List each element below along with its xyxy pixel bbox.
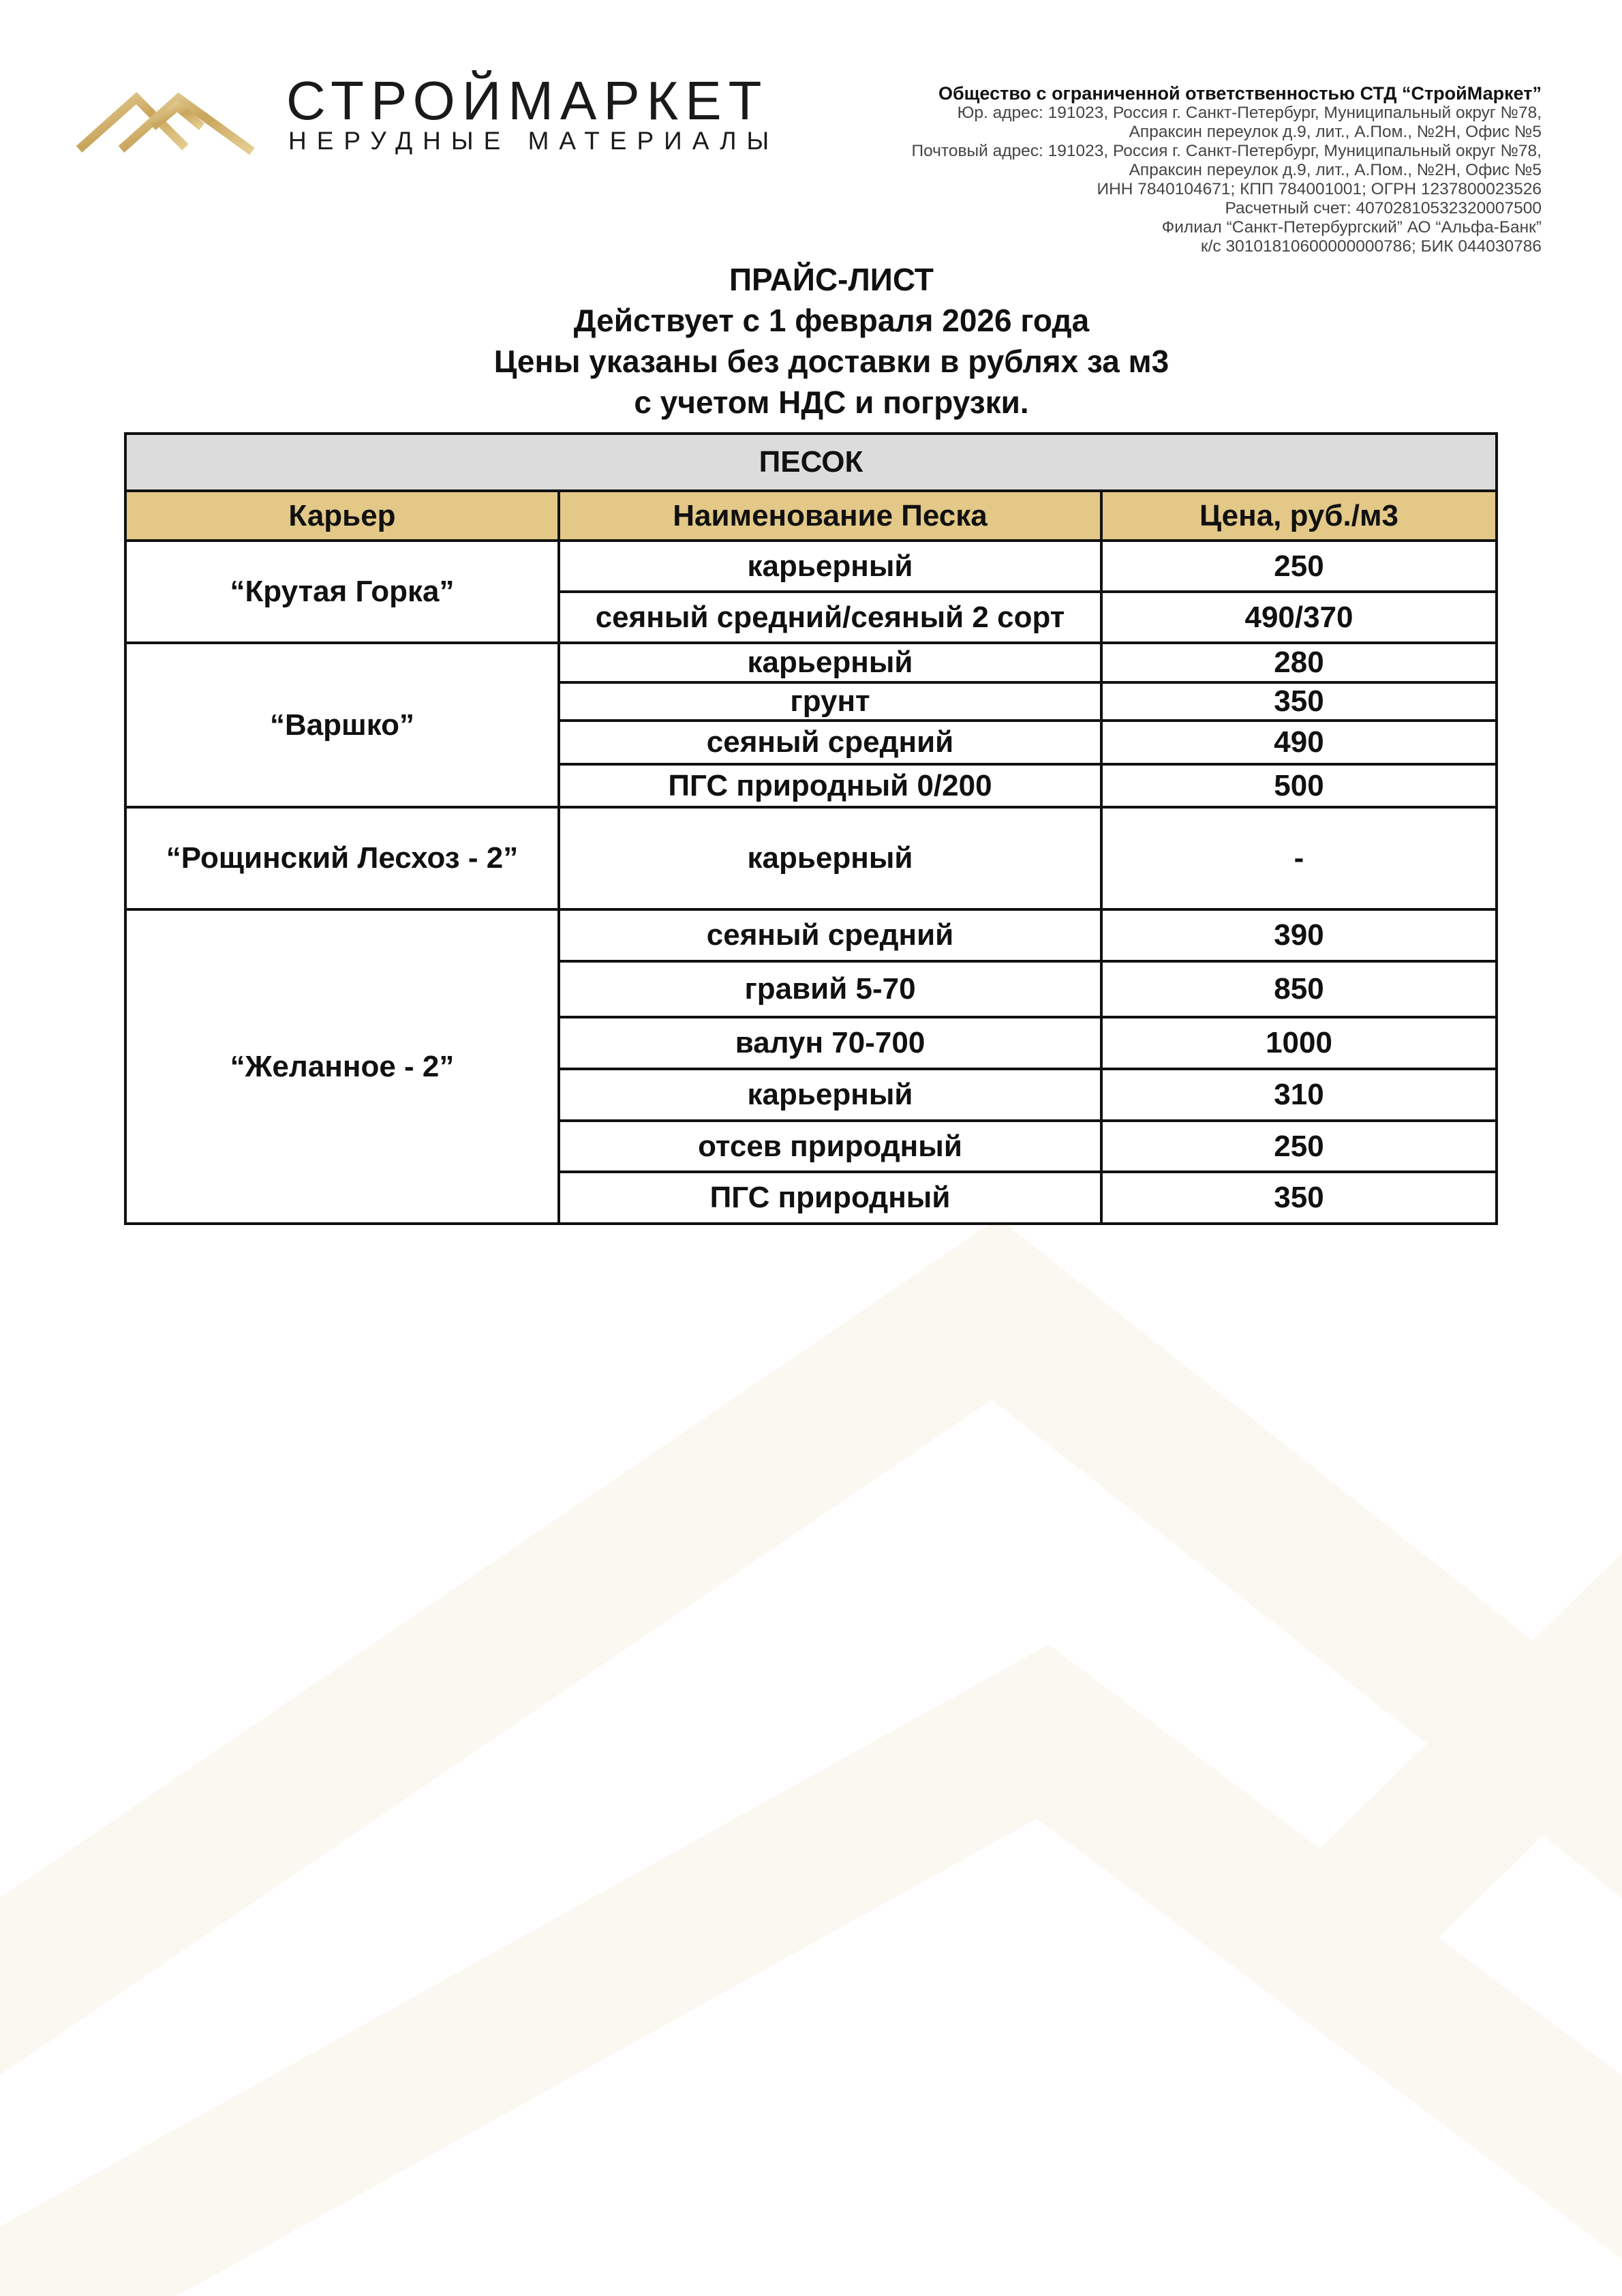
product-name-cell: сеяный средний <box>559 721 1101 764</box>
table-header-row <box>125 491 1497 541</box>
company-address-line: Юр. адрес: 191023, Россия г. Санкт-Петербург, Муниципальный округ №78, <box>957 104 1542 122</box>
product-name-cell: карьерный <box>559 1069 1101 1121</box>
product-name-cell: отсев природный <box>559 1121 1101 1172</box>
company-bank-account: Расчетный счет: 40702810532320007500 <box>1225 199 1542 217</box>
product-name-cell: грунт <box>559 682 1101 721</box>
price-note-tax: с учетом НДС и погрузки. <box>634 384 1029 420</box>
company-bank-bik: к/с 30101810600000000786; БИК 044030786 <box>1200 237 1542 256</box>
price-cell: 250 <box>1101 1121 1497 1172</box>
quarry-cell: “Крутая Горка” <box>125 541 559 643</box>
company-bank-branch: Филиал “Санкт-Петербургский” АО “Альфа-Банк” <box>1161 218 1542 237</box>
product-name-cell: ПГС природный <box>559 1172 1101 1224</box>
quarry-cell: “Варшко” <box>125 643 559 807</box>
column-header-name: Наименование Песка <box>559 491 1101 541</box>
company-tax-ids: ИНН 7840104671; КПП 784001001; ОГРН 1237800023526 <box>1097 180 1542 198</box>
logo-mark-icon <box>76 71 257 156</box>
price-cell: 1000 <box>1101 1017 1497 1069</box>
brand-subtitle: НЕРУДНЫЕ МАТЕРИАЛЫ <box>288 127 780 155</box>
column-header-quarry: Карьер <box>125 491 559 541</box>
table-row <box>125 541 1497 592</box>
price-cell: 490/370 <box>1101 592 1497 643</box>
table-row <box>125 807 1497 909</box>
price-note: Цены указаны без доставки в рублях за м3 <box>493 344 1169 379</box>
brand-name: СТРОЙМАРКЕТ <box>286 70 769 131</box>
product-name-cell: карьерный <box>559 643 1101 682</box>
price-cell: 280 <box>1101 643 1497 682</box>
product-name-cell: гравий 5-70 <box>559 961 1101 1017</box>
company-name: Общество с ограниченной ответственностью СТД “СтройМаркет” <box>938 83 1542 104</box>
company-postal-line: Апраксин переулок д.9, лит., А.Пом., №2Н, Офис №5 <box>1129 161 1542 179</box>
page-title: ПРАЙС-ЛИСТ <box>729 262 934 297</box>
price-cell: 250 <box>1101 541 1497 592</box>
price-cell: 500 <box>1101 764 1497 807</box>
quarry-cell: “Рощинский Лесхоз - 2” <box>125 807 559 909</box>
quarry-cell: “Желанное - 2” <box>125 909 559 1224</box>
column-header-price: Цена, руб./м3 <box>1101 491 1497 541</box>
company-address-line: Апраксин переулок д.9, лит., А.Пом., №2Н, Офис №5 <box>1129 123 1542 141</box>
price-table <box>124 432 1498 1225</box>
price-cell: - <box>1101 807 1497 909</box>
price-list-heading <box>0 259 1622 423</box>
price-cell: 350 <box>1101 1172 1497 1224</box>
table-row <box>125 909 1497 961</box>
price-cell: 310 <box>1101 1069 1497 1121</box>
price-cell: 490 <box>1101 721 1497 764</box>
product-name-cell: карьерный <box>559 807 1101 909</box>
product-name-cell: ПГС природный 0/200 <box>559 764 1101 807</box>
table-section-row <box>125 434 1497 491</box>
price-cell: 390 <box>1101 909 1497 961</box>
product-name-cell: сеяный средний/сеяный 2 сорт <box>559 592 1101 643</box>
company-postal-line: Почтовый адрес: 191023, Россия г. Санкт-Петербург, Муниципальный округ №78, <box>911 142 1542 160</box>
price-cell: 850 <box>1101 961 1497 1017</box>
effective-date: Действует с 1 февраля 2026 года <box>573 303 1090 338</box>
price-cell: 350 <box>1101 682 1497 721</box>
product-name-cell: валун 70-700 <box>559 1017 1101 1069</box>
product-name-cell: карьерный <box>559 541 1101 592</box>
company-details <box>911 83 1542 256</box>
table-row <box>125 643 1497 682</box>
section-title: ПЕСОК <box>125 434 1497 491</box>
product-name-cell: сеяный средний <box>559 909 1101 961</box>
